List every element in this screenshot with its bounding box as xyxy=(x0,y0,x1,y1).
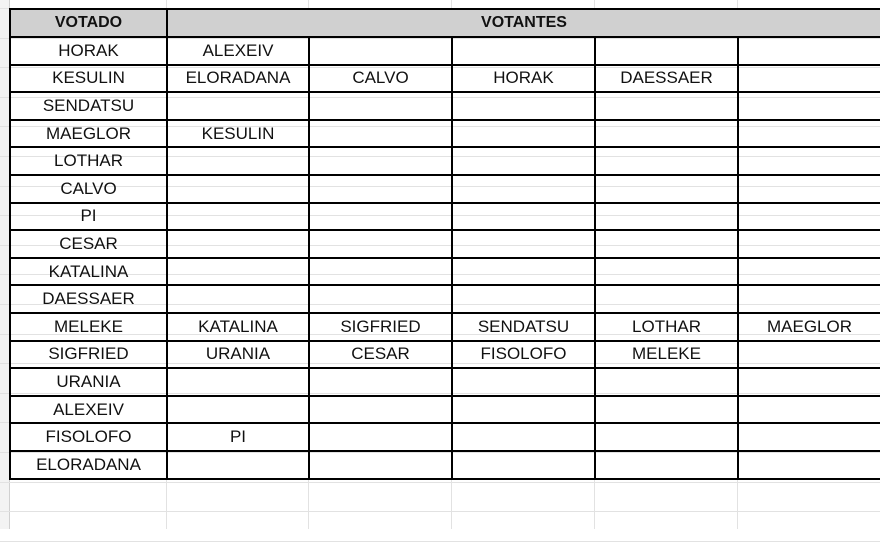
voter-cell[interactable] xyxy=(738,451,880,479)
voter-cell[interactable] xyxy=(595,451,738,479)
voter-cell[interactable] xyxy=(452,175,595,203)
voter-cell[interactable]: MAEGLOR xyxy=(738,313,880,341)
voter-cell[interactable] xyxy=(452,37,595,65)
voter-cell[interactable] xyxy=(595,258,738,286)
voter-cell[interactable] xyxy=(309,230,452,258)
table-row xyxy=(10,368,880,396)
voted-cell[interactable]: FISOLOFO xyxy=(10,423,167,451)
voted-cell[interactable]: ALEXEIV xyxy=(10,396,167,424)
voter-cell[interactable] xyxy=(595,120,738,148)
table-row xyxy=(10,258,880,286)
voter-cell[interactable] xyxy=(738,368,880,396)
voter-cell[interactable] xyxy=(167,92,309,120)
voted-cell[interactable]: HORAK xyxy=(10,37,167,65)
voter-cell[interactable] xyxy=(309,175,452,203)
voter-cell[interactable] xyxy=(595,230,738,258)
table-row xyxy=(10,230,880,258)
table-row xyxy=(10,313,880,341)
voted-cell[interactable]: MELEKE xyxy=(10,313,167,341)
voter-cell[interactable] xyxy=(167,285,309,313)
voter-cell[interactable] xyxy=(738,92,880,120)
voter-cell[interactable] xyxy=(452,92,595,120)
voter-cell[interactable] xyxy=(309,92,452,120)
voter-cell[interactable] xyxy=(167,175,309,203)
table-row xyxy=(10,147,880,175)
voter-cell[interactable] xyxy=(309,423,452,451)
voter-cell[interactable] xyxy=(309,203,452,231)
votes-body xyxy=(10,37,880,479)
voter-cell[interactable] xyxy=(452,396,595,424)
table-row xyxy=(10,92,880,120)
voter-cell[interactable] xyxy=(738,65,880,93)
voter-cell[interactable] xyxy=(738,258,880,286)
voter-cell[interactable] xyxy=(167,368,309,396)
voted-cell[interactable]: CALVO xyxy=(10,175,167,203)
voter-cell[interactable] xyxy=(595,203,738,231)
voter-cell[interactable] xyxy=(738,341,880,369)
voter-cell[interactable] xyxy=(452,423,595,451)
voter-cell[interactable] xyxy=(738,175,880,203)
table-row xyxy=(10,120,880,148)
voter-cell[interactable]: KATALINA xyxy=(167,313,309,341)
voted-cell[interactable]: DAESSAER xyxy=(10,285,167,313)
voter-cell[interactable] xyxy=(595,423,738,451)
voter-cell[interactable] xyxy=(738,423,880,451)
voted-cell[interactable]: SIGFRIED xyxy=(10,341,167,369)
voter-cell[interactable] xyxy=(595,175,738,203)
voter-cell[interactable] xyxy=(738,203,880,231)
table-row xyxy=(10,175,880,203)
voter-cell[interactable] xyxy=(167,147,309,175)
voter-cell[interactable]: ALEXEIV xyxy=(167,37,309,65)
voted-cell[interactable]: ELORADANA xyxy=(10,451,167,479)
voter-cell[interactable]: FISOLOFO xyxy=(452,341,595,369)
table-row xyxy=(10,65,880,93)
voted-cell[interactable]: KESULIN xyxy=(10,65,167,93)
voter-cell[interactable] xyxy=(309,285,452,313)
table-row xyxy=(10,341,880,369)
voter-cell[interactable]: ELORADANA xyxy=(167,65,309,93)
voter-cell[interactable] xyxy=(167,258,309,286)
voter-cell[interactable] xyxy=(309,147,452,175)
header-votado[interactable]: VOTADO xyxy=(10,9,167,37)
voter-cell[interactable] xyxy=(452,230,595,258)
voted-cell[interactable]: URANIA xyxy=(10,368,167,396)
voter-cell[interactable] xyxy=(309,451,452,479)
voter-cell[interactable] xyxy=(167,451,309,479)
voter-cell[interactable] xyxy=(309,396,452,424)
voter-cell[interactable] xyxy=(595,92,738,120)
voter-cell[interactable]: URANIA xyxy=(167,341,309,369)
voter-cell[interactable]: CALVO xyxy=(309,65,452,93)
voter-cell[interactable] xyxy=(452,368,595,396)
voted-cell[interactable]: PI xyxy=(10,203,167,231)
voter-cell[interactable] xyxy=(452,285,595,313)
voter-cell[interactable] xyxy=(738,120,880,148)
votes-table xyxy=(9,8,880,480)
voter-cell[interactable] xyxy=(595,368,738,396)
voter-cell[interactable] xyxy=(452,258,595,286)
voter-cell[interactable] xyxy=(167,230,309,258)
header-row xyxy=(10,9,880,37)
table-row xyxy=(10,203,880,231)
voter-cell[interactable] xyxy=(452,451,595,479)
voter-cell[interactable]: CESAR xyxy=(309,341,452,369)
voter-cell[interactable]: SIGFRIED xyxy=(309,313,452,341)
voter-cell[interactable] xyxy=(309,258,452,286)
voter-cell[interactable] xyxy=(309,368,452,396)
voted-cell[interactable]: CESAR xyxy=(10,230,167,258)
voter-cell[interactable]: SENDATSU xyxy=(452,313,595,341)
voter-cell[interactable] xyxy=(738,37,880,65)
voter-cell[interactable]: KESULIN xyxy=(167,120,309,148)
voter-cell[interactable] xyxy=(167,396,309,424)
voter-cell[interactable] xyxy=(595,147,738,175)
voted-cell[interactable]: MAEGLOR xyxy=(10,120,167,148)
voter-cell[interactable] xyxy=(452,203,595,231)
voter-cell[interactable]: DAESSAER xyxy=(595,65,738,93)
voter-cell[interactable] xyxy=(595,396,738,424)
voter-cell[interactable] xyxy=(452,147,595,175)
voter-cell[interactable] xyxy=(738,285,880,313)
voter-cell[interactable] xyxy=(738,230,880,258)
table-row xyxy=(10,285,880,313)
voter-cell[interactable]: LOTHAR xyxy=(595,313,738,341)
table-row xyxy=(10,37,880,65)
header-votantes[interactable]: VOTANTES xyxy=(167,9,880,37)
voter-cell[interactable] xyxy=(595,285,738,313)
voted-cell[interactable]: LOTHAR xyxy=(10,147,167,175)
voter-cell[interactable]: MELEKE xyxy=(595,341,738,369)
voter-cell[interactable]: HORAK xyxy=(452,65,595,93)
voted-cell[interactable]: KATALINA xyxy=(10,258,167,286)
voter-cell[interactable] xyxy=(452,120,595,148)
table-row xyxy=(10,451,880,479)
voted-cell[interactable]: SENDATSU xyxy=(10,92,167,120)
voter-cell[interactable] xyxy=(309,120,452,148)
voter-cell[interactable] xyxy=(309,37,452,65)
voter-cell[interactable] xyxy=(167,203,309,231)
voter-cell[interactable] xyxy=(595,37,738,65)
table-row xyxy=(10,396,880,424)
table-row xyxy=(10,423,880,451)
voter-cell[interactable] xyxy=(738,396,880,424)
voter-cell[interactable]: PI xyxy=(167,423,309,451)
voter-cell[interactable] xyxy=(738,147,880,175)
